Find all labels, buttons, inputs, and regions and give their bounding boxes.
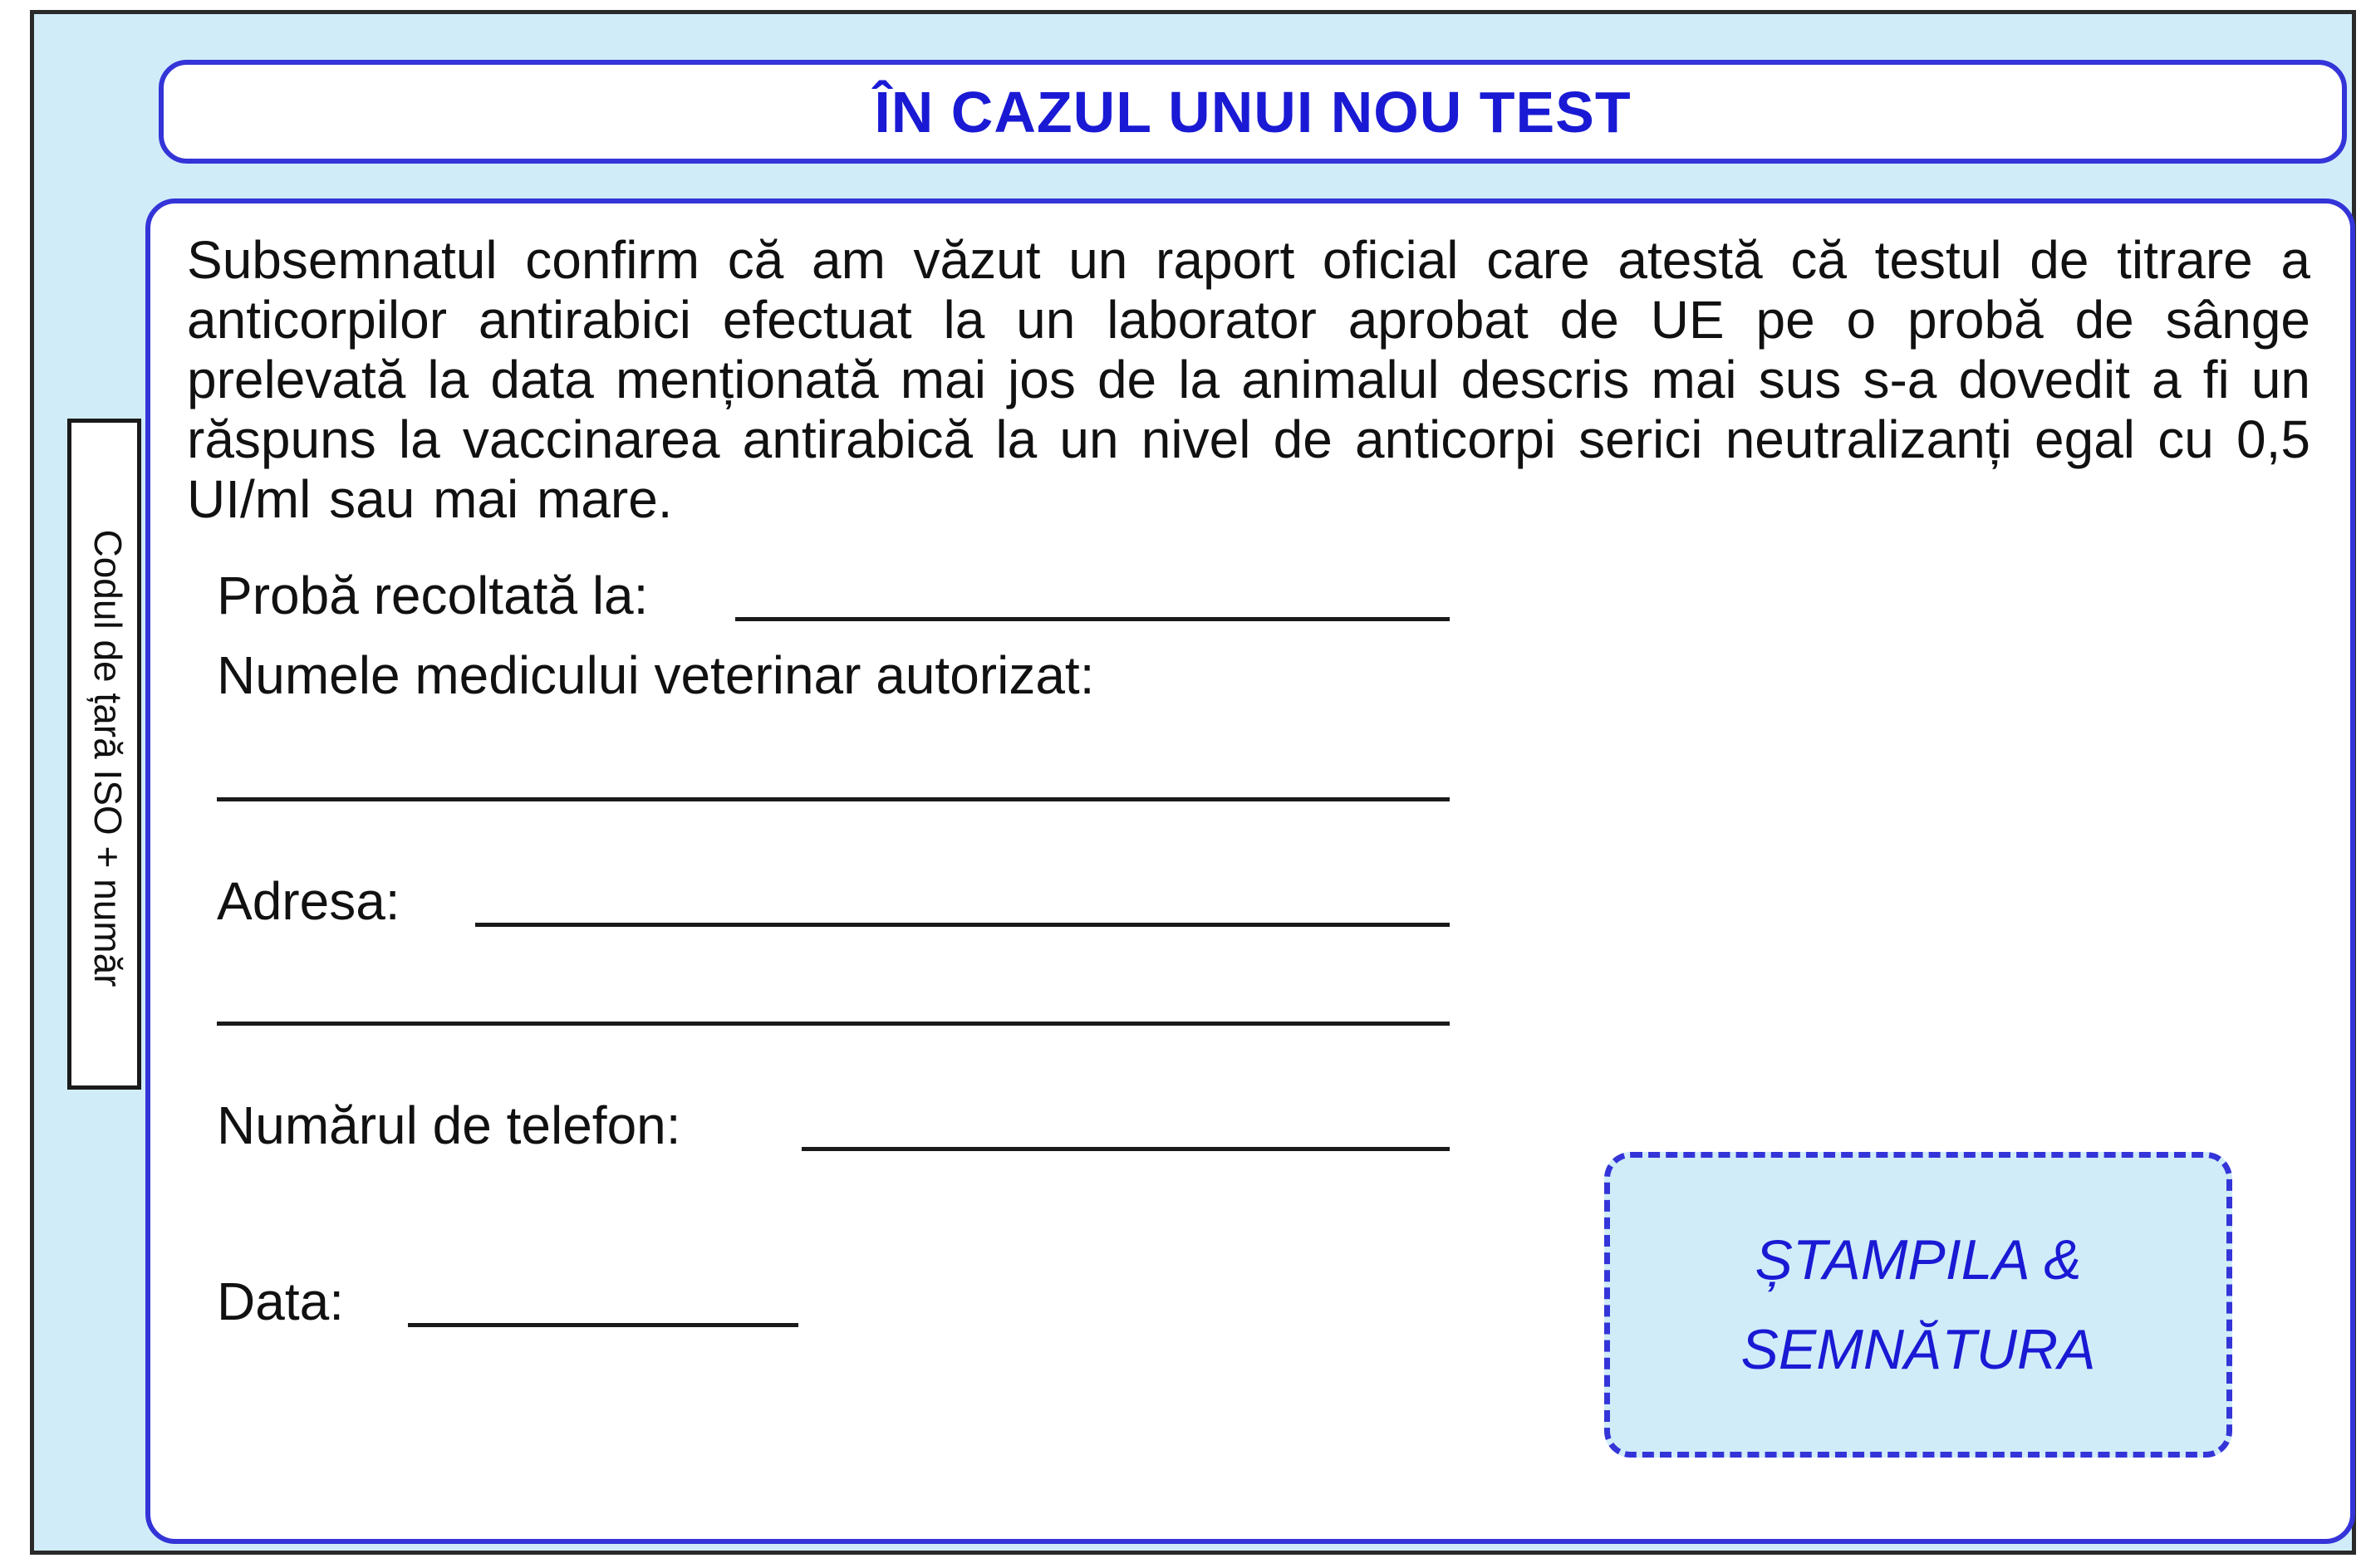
passport-page [30, 10, 2356, 1555]
stamp-label: ȘTAMPILA & [1755, 1228, 2082, 1291]
address-label: Adresa: [217, 871, 400, 931]
iso-code-label: Codul de țară ISO + număr [86, 529, 130, 987]
confirmation-statement: Subsemnatul confirm că am văzut un raport oficial care atestă că testul de titrare a anticorpilor antirabici efectuat la un laborator aprobat de UE pe o probă de sânge prelevată la data menționată mai jos de la animalul descris mai sus s-a dovedit a fi un răspuns la vaccinarea antirabică la un nivel de anticorpi serici neutralizanți egal cu 0,5 UI/ml sau mai mare. [187, 230, 2310, 529]
stamp-signature-box [1604, 1152, 2232, 1458]
date-label: Data: [217, 1272, 344, 1331]
test-form-panel [145, 198, 2355, 1544]
phone-label: Numărul de telefon: [217, 1095, 681, 1155]
signature-label: SEMNĂTURA [1740, 1318, 2096, 1381]
vet-name-label: Numele medicului veterinar autorizat: [217, 645, 1095, 705]
vet-name-field[interactable] [217, 797, 1450, 801]
sample-date-label: Probă recoltată la: [217, 566, 649, 625]
phone-field[interactable] [802, 1147, 1450, 1151]
page-title: ÎN CAZUL UNUI NOU TEST [874, 79, 1632, 145]
address-field-line2[interactable] [217, 1022, 1450, 1026]
iso-code-tab [67, 419, 141, 1090]
date-field[interactable] [408, 1323, 798, 1327]
title-banner [159, 60, 2347, 164]
sample-date-field[interactable] [735, 617, 1450, 621]
address-field-line1[interactable] [475, 923, 1450, 927]
